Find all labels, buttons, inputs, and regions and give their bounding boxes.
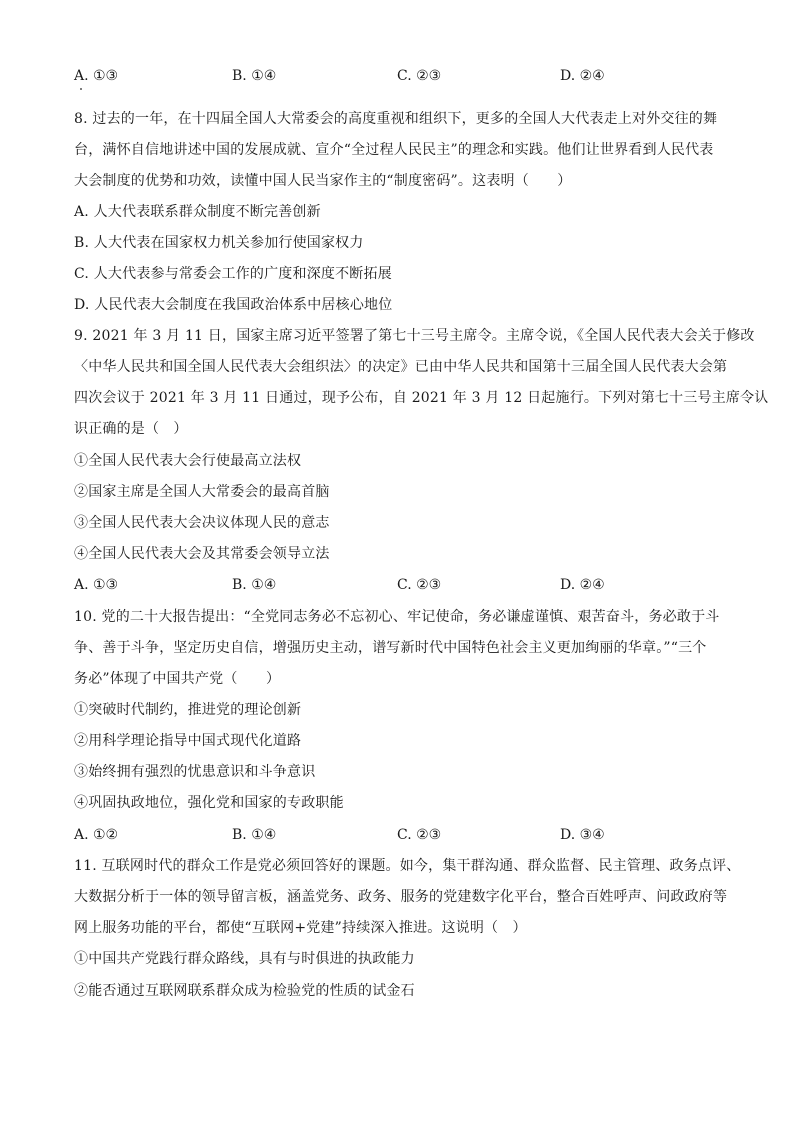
q9-stem-line-2: 〈中华人民共和国全国人民代表大会组织法〉的决定》已由中华人民共和国第十三届全国人民代表大会第 [74,359,728,375]
q7-option-b[interactable]: B. ①④ [232,68,277,84]
q8-option-a[interactable]: A. 人大代表联系群众制度不断完善创新 [74,204,321,220]
q9-option-d[interactable]: D. ②④ [560,577,605,593]
q9-stem-line-4: 识正确的是（ ） [74,421,188,437]
stray-dot [80,88,82,90]
q9-item-4: ④全国人民代表大会及其常委会领导立法 [74,546,330,562]
q7-options [74,66,734,86]
q8-stem-line-1: 8. 过去的一年，在十四届全国人大常委会的高度重视和组织下，更多的全国人大代表走上对外交往的舞 [74,111,718,127]
q7-option-c[interactable]: C. ②③ [397,68,442,84]
q10-stem-line-3: 务必”体现了中国共产党（ ） [74,671,281,687]
q11-stem-line-1: 11. 互联网时代的群众工作是党必须回答好的课题。如今，集干群沟通、群众监督、民主管理、政务点评、 [74,858,741,874]
q11-item-2: ②能否通过互联网联系群众成为检验党的性质的试金石 [74,983,415,999]
q10-item-3: ③始终拥有强烈的忧患意识和斗争意识 [74,764,316,780]
q10-item-4: ④巩固执政地位，强化党和国家的专政职能 [74,795,344,811]
q10-option-d[interactable]: D. ③④ [560,827,605,843]
q11-stem-line-3: 网上服务功能的平台，都使“互联网+党建”持续深入推进。这说明（ ） [74,920,527,936]
q9-options [74,575,734,595]
q10-item-1: ①突破时代制约，推进党的理论创新 [74,702,302,718]
q8-stem-line-3: 大会制度的优势和功效，读懂中国人民当家作主的“制度密码”。这表明（ ） [74,173,572,189]
q8-option-d[interactable]: D. 人民代表大会制度在我国政治体系中居核心地位 [74,297,393,313]
q10-option-a[interactable]: A. ①② [74,827,119,843]
q9-item-2: ②国家主席是全国人大常委会的最高首脑 [74,484,330,500]
q10-item-2: ②用科学理论指导中国式现代化道路 [74,733,302,749]
q9-option-b[interactable]: B. ①④ [232,577,277,593]
q10-option-c[interactable]: C. ②③ [397,827,442,843]
q10-stem-line-2: 争、善于斗争，坚定历史自信，增强历史主动，谱写新时代中国特色社会主义更加绚丽的华章。”“三个 [74,640,707,656]
q7-option-a[interactable]: A. ①③ [74,68,119,84]
q10-stem-line-1: 10. 党的二十大报告提出：“全党同志务必不忘初心、牢记使命，务必谦虚谨慎、艰苦奋斗，务必敢于斗 [74,609,720,625]
q9-item-1: ①全国人民代表大会行使最高立法权 [74,453,302,469]
q9-option-a[interactable]: A. ①③ [74,577,119,593]
q8-option-b[interactable]: B. 人大代表在国家权力机关参加行使国家权力 [74,235,364,251]
q11-stem-line-2: 大数据分析于一体的领导留言板，涵盖党务、政务、服务的党建数字化平台，整合百姓呼声、问政政府等 [74,889,728,905]
q9-stem-line-1: 9. 2021 年 3 月 11 日，国家主席习近平签署了第七十三号主席令。主席令说，《全国人民代表大会关于修改 [74,328,755,344]
q8-option-c[interactable]: C. 人大代表参与常委会工作的广度和深度不断拓展 [74,266,392,282]
q10-option-b[interactable]: B. ①④ [232,827,277,843]
q10-options [74,825,734,845]
q9-item-3: ③全国人民代表大会决议体现人民的意志 [74,515,330,531]
q9-stem-line-3: 四次会议于 2021 年 3 月 11 日通过，现予公布，自 2021 年 3 月 12 日起施行。下列对第七十三号主席令认 [74,390,769,406]
q9-option-c[interactable]: C. ②③ [397,577,442,593]
q11-item-1: ①中国共产党践行群众路线，具有与时俱进的执政能力 [74,951,415,967]
q8-stem-line-2: 台，满怀自信地讲述中国的发展成就、宣介“全过程人民民主”的理念和实践。他们让世界看到人民代表 [74,142,714,158]
q7-option-d[interactable]: D. ②④ [560,68,605,84]
